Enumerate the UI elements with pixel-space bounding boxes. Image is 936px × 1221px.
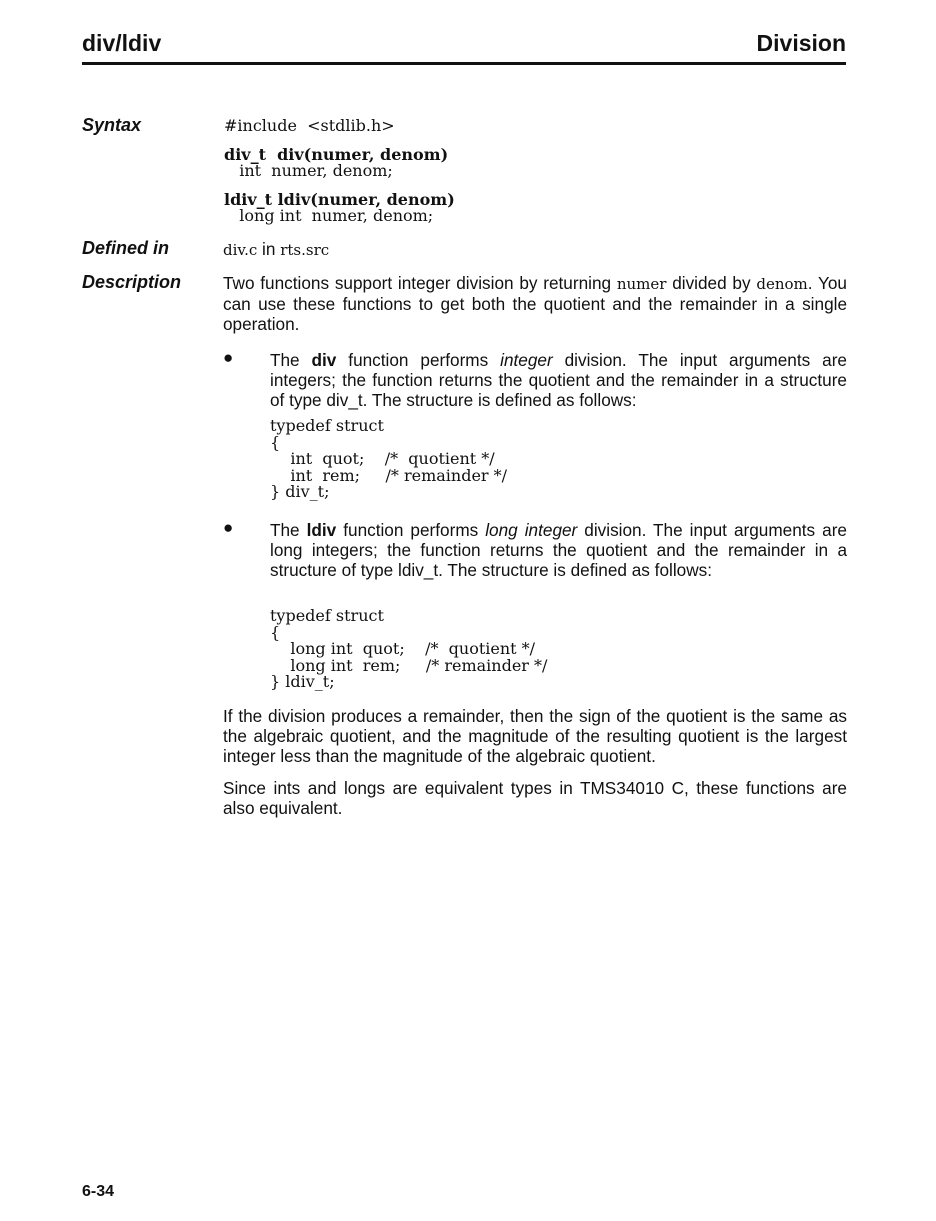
div-text-a: The — [270, 350, 312, 370]
header-function-name: div/ldiv — [82, 30, 162, 56]
ldiv-paragraph — [270, 520, 847, 580]
header-section-title: Division — [756, 30, 846, 56]
div-emphasis: integer — [500, 350, 553, 370]
intro-numer: numer — [616, 275, 667, 293]
div-text-b: function performs — [336, 350, 501, 370]
page-header — [82, 30, 846, 64]
bullet-ldiv: ● — [223, 518, 234, 537]
defined-in-lib: rts.src — [280, 241, 330, 259]
defined-in-label: Defined in — [82, 238, 170, 258]
equivalence-paragraph: Since ints and longs are equivalent types in TMS34010 C, these functions are also equivalent. — [223, 778, 847, 818]
div-paragraph — [270, 350, 847, 410]
description-intro — [223, 273, 847, 334]
ldiv-text-a: The — [270, 520, 307, 540]
syntax-include: #include <stdlib.h> — [224, 116, 395, 135]
defined-in-word: in — [257, 239, 281, 259]
defined-in-text — [223, 239, 847, 260]
div-text-c: division. The input arguments are integers; the function returns the quotient and the remainder in a structure of type div_t. The structure is defined as follows: — [270, 350, 847, 410]
div-name: div — [311, 350, 337, 370]
intro-text-a: Two functions support integer division by returning — [223, 273, 617, 293]
intro-text-c: . You can use these functions to get both the quotient and the remainder in a single operation. — [223, 273, 847, 334]
intro-text-b: divided by — [666, 273, 757, 293]
bullet-div: ● — [223, 348, 234, 367]
description-label: Description — [82, 272, 182, 292]
ldiv-text-c: division. The input arguments are long integers; the function returns the quotient and the remainder in a structure of type ldiv_t. The structure is defined as follows: — [270, 520, 847, 580]
syntax-div-decl: div_t div(numer, denom) — [224, 145, 449, 164]
syntax-div-args: int numer, denom; — [224, 161, 393, 180]
syntax-label: Syntax — [82, 115, 142, 135]
syntax-ldiv-args: long int numer, denom; — [224, 206, 434, 225]
remainder-paragraph: If the division produces a remainder, then the sign of the quotient is the same as the algebraic quotient, and the magnitude of the resulting quotient is the largest integer less than the magnitude of the algebraic quotient. — [223, 706, 847, 766]
intro-denom: denom — [756, 275, 808, 293]
syntax-ldiv-decl: ldiv_t ldiv(numer, denom) — [224, 190, 455, 209]
ldiv-struct-code: typedef struct { long int quot; /* quotient */ long int rem; /* remainder */ } ldiv_t; — [270, 606, 548, 691]
ldiv-name: ldiv — [306, 520, 337, 540]
ldiv-text-b: function performs — [336, 520, 486, 540]
ldiv-emphasis: long integer — [485, 520, 578, 540]
defined-in-file: div.c — [223, 241, 258, 259]
page-number: 6-34 — [82, 1183, 115, 1200]
header-rule — [82, 62, 846, 65]
div-struct-code: typedef struct { int quot; /* quotient */ int rem; /* remainder */ } div_t; — [270, 416, 508, 501]
